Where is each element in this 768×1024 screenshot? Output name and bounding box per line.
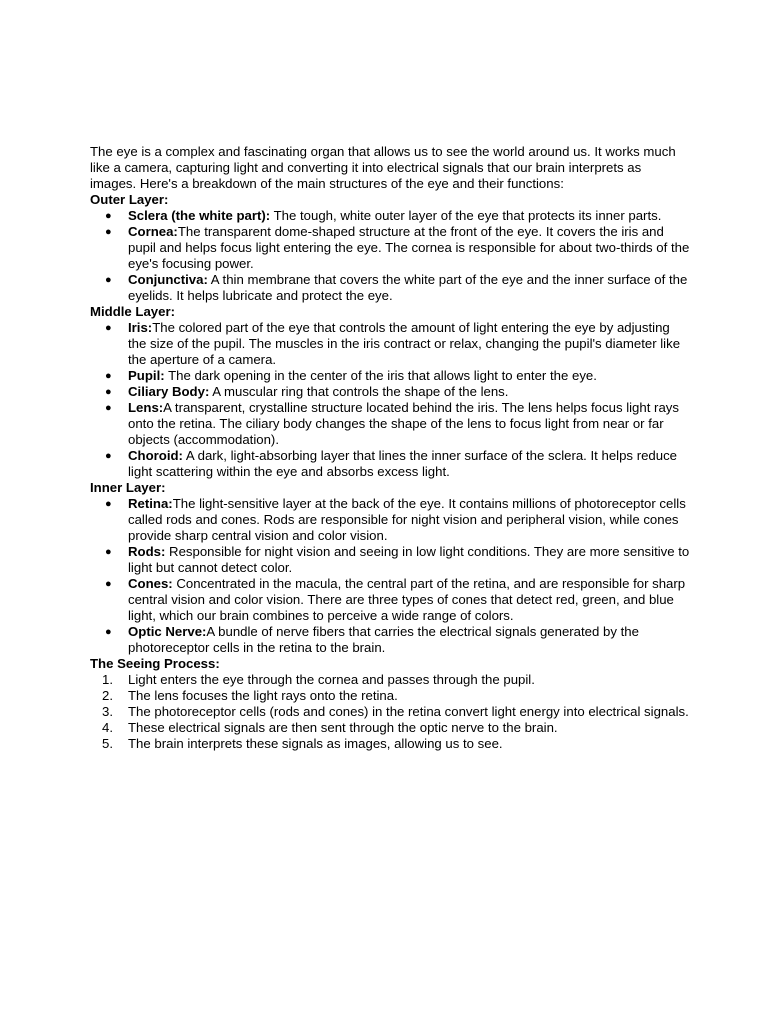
step-number: 5. [102, 736, 113, 751]
process-step [90, 688, 690, 704]
bullet-icon: ● [105, 370, 112, 382]
definition-lens: A transparent, crystalline structure located behind the iris. The lens helps focus light rays onto the retina. The ciliary body changes the shape of the lens to focus light from near or far objects (accommodation). [128, 400, 679, 447]
term-retina: Retina: [128, 496, 173, 511]
step-text: The lens focuses the light rays onto the retina. [128, 688, 398, 703]
list-item-rods [90, 544, 690, 576]
definition-sclera: The tough, white outer layer of the eye that protects its inner parts. [270, 208, 662, 223]
bullet-icon: ● [105, 402, 112, 414]
step-number: 2. [102, 688, 113, 703]
process-step [90, 736, 690, 752]
definition-cones: Concentrated in the macula, the central part of the retina, and are responsible for sharp central vision and color vision. There are three types of cones that detect red, green, and blue light, which our brain combines to perceive a wide range of colors. [128, 576, 686, 623]
section-heading-seeing-process: The Seeing Process: [90, 656, 220, 671]
step-number: 1. [102, 672, 113, 687]
definition-rods: Responsible for night vision and seeing in low light conditions. They are more sensitive to light but cannot detect color. [128, 544, 690, 575]
definition-ciliary-body: A muscular ring that controls the shape of the lens. [209, 384, 509, 399]
list-item-lens [90, 400, 690, 448]
section-heading-outer-layer: Outer Layer: [90, 192, 169, 207]
term-conjunctiva: Conjunctiva: [128, 272, 208, 287]
definition-iris: The colored part of the eye that controls the amount of light entering the eye by adjusting the size of the pupil. The muscles in the iris contract or relax, changing the pupil's diameter like the aperture of a camera. [128, 320, 681, 367]
step-text: The photoreceptor cells (rods and cones) in the retina convert light energy into electrical signals. [128, 704, 689, 719]
list-item-choroid [90, 448, 690, 480]
list-item-cornea [90, 224, 690, 272]
list-item-conjunctiva [90, 272, 690, 304]
term-cornea: Cornea: [128, 224, 178, 239]
definition-optic-nerve: A bundle of nerve fibers that carries the electrical signals generated by the photoreceptor cells in the retina to the brain. [128, 624, 639, 655]
section-heading-inner-layer: Inner Layer: [90, 480, 166, 495]
step-text: The brain interprets these signals as images, allowing us to see. [128, 736, 503, 751]
bullet-icon: ● [105, 386, 112, 398]
bullet-icon: ● [105, 498, 112, 510]
definition-retina: The light-sensitive layer at the back of the eye. It contains millions of photoreceptor cells called rods and cones. Rods are responsible for night vision and peripheral vision, while cones provide sharp central vision and color vision. [128, 496, 686, 543]
list-item-pupil [90, 368, 690, 384]
process-step [90, 720, 690, 736]
term-lens: Lens: [128, 400, 164, 415]
definition-cornea: The transparent dome-shaped structure at the front of the eye. It covers the iris and pupil and helps focus light entering the eye. The cornea is responsible for about two-thirds of the eye's focusing power. [128, 224, 690, 271]
bullet-icon: ● [105, 210, 112, 222]
term-choroid: Choroid: [128, 448, 183, 463]
term-optic-nerve: Optic Nerve: [128, 624, 207, 639]
step-number: 4. [102, 720, 113, 735]
term-rods: Rods: [128, 544, 166, 559]
process-step [90, 704, 690, 720]
term-iris: Iris: [128, 320, 153, 335]
bullet-icon: ● [105, 626, 112, 638]
bullet-icon: ● [105, 226, 112, 238]
bullet-icon: ● [105, 546, 112, 558]
term-cones: Cones: [128, 576, 173, 591]
middle-layer-list [90, 320, 690, 480]
bullet-icon: ● [105, 274, 112, 286]
bullet-icon: ● [105, 578, 112, 590]
bullet-icon: ● [105, 322, 112, 334]
step-text: Light enters the eye through the cornea and passes through the pupil. [128, 672, 535, 687]
list-item-cones [90, 576, 690, 624]
definition-conjunctiva: A thin membrane that covers the white part of the eye and the inner surface of the eyelids. It helps lubricate and protect the eye. [128, 272, 688, 303]
list-item-iris [90, 320, 690, 368]
definition-pupil: The dark opening in the center of the iris that allows light to enter the eye. [164, 368, 597, 383]
list-item-ciliary-body [90, 384, 690, 400]
term-ciliary-body: Ciliary Body: [128, 384, 210, 399]
intro-paragraph: The eye is a complex and fascinating organ that allows us to see the world around us. It works much like a camera, capturing light and converting it into electrical signals that our brain interprets as images. Here's a breakdown of the main structures of the eye and their functions: [90, 144, 676, 191]
inner-layer-list [90, 496, 690, 656]
outer-layer-list [90, 208, 690, 304]
definition-choroid: A dark, light-absorbing layer that lines the inner surface of the sclera. It helps reduce light scattering within the eye and absorbs excess light. [128, 448, 678, 479]
term-sclera: Sclera (the white part): [128, 208, 271, 223]
list-item-retina [90, 496, 690, 544]
section-heading-middle-layer: Middle Layer: [90, 304, 176, 319]
term-pupil: Pupil: [128, 368, 165, 383]
list-item-optic-nerve [90, 624, 690, 656]
process-step [90, 672, 690, 688]
document-page [90, 144, 690, 752]
bullet-icon: ● [105, 450, 112, 462]
seeing-process-list [90, 672, 690, 752]
list-item-sclera [90, 208, 690, 224]
step-number: 3. [102, 704, 113, 719]
step-text: These electrical signals are then sent through the optic nerve to the brain. [128, 720, 558, 735]
